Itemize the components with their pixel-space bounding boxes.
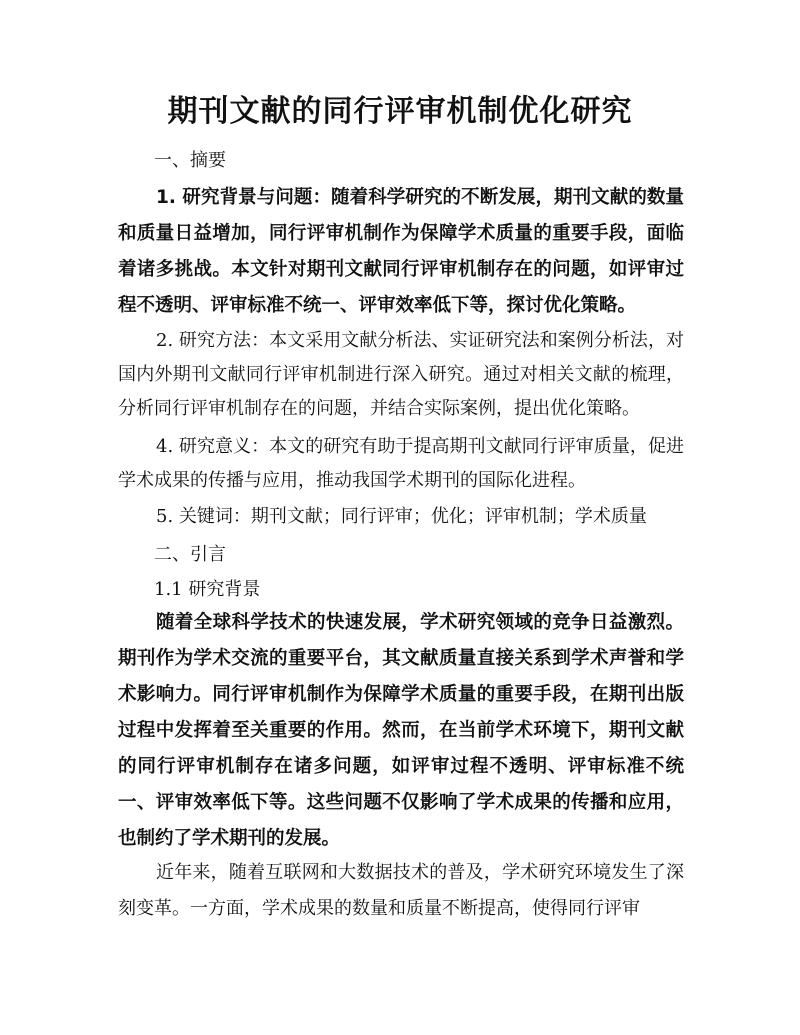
section-heading-introduction: 二、引言 (154, 544, 226, 565)
document-title: 期刊文献的同行评审机制优化研究 (167, 94, 633, 129)
abstract-paragraph-methods: 2. 研究方法：本文采用文献分析法、实证研究法和案例分析法，对国内外期刊文献同行评审机制进行深入研究。通过对相关文献的梳理，分析同行评审机制存在的问题，并结合实际案例，提出优化策略。 (118, 330, 684, 419)
subsection-heading-background: 1.1 研究背景 (154, 579, 261, 600)
abstract-paragraph-significance: 4. 研究意义：本文的研究有助于提高期刊文献同行评审质量，促进学术成果的传播与应用，推动我国学术期刊的国际化进程。 (118, 436, 684, 491)
introduction-paragraph-bold: 随着全球科学技术的快速发展，学术研究领域的竞争日益激烈。期刊作为学术交流的重要平台，其文献质量直接关系到学术声誉和学术影响力。同行评审机制作为保障学术质量的重要手段，在期刊出版过程中发挥着至关重要的作用。然而，在当前学术环境下，期刊文献的同行评审机制存在诸多问题，如评审过程不透明、评审标准不统一、评审效率低下等。这些问题不仅影响了学术成果的传播和应用，也制约了学术期刊的发展。 (118, 612, 684, 849)
abstract-paragraph-background: 1. 研究背景与问题：随着科学研究的不断发展，期刊文献的数量和质量日益增加，同行评审机制作为保障学术质量的重要手段，面临着诸多挑战。本文针对期刊文献同行评审机制存在的问题，如评审过程不透明、评审标准不统一、评审效率低下等，探讨优化策略。 (118, 187, 684, 316)
abstract-paragraph-keywords: 5. 关键词：期刊文献；同行评审；优化；评审机制；学术质量 (156, 506, 647, 527)
introduction-paragraph-2: 近年来，随着互联网和大数据技术的普及，学术研究环境发生了深刻变革。一方面，学术成果的数量和质量不断提高，使得同行评审 (118, 862, 684, 919)
section-heading-abstract: 一、摘要 (154, 150, 226, 171)
